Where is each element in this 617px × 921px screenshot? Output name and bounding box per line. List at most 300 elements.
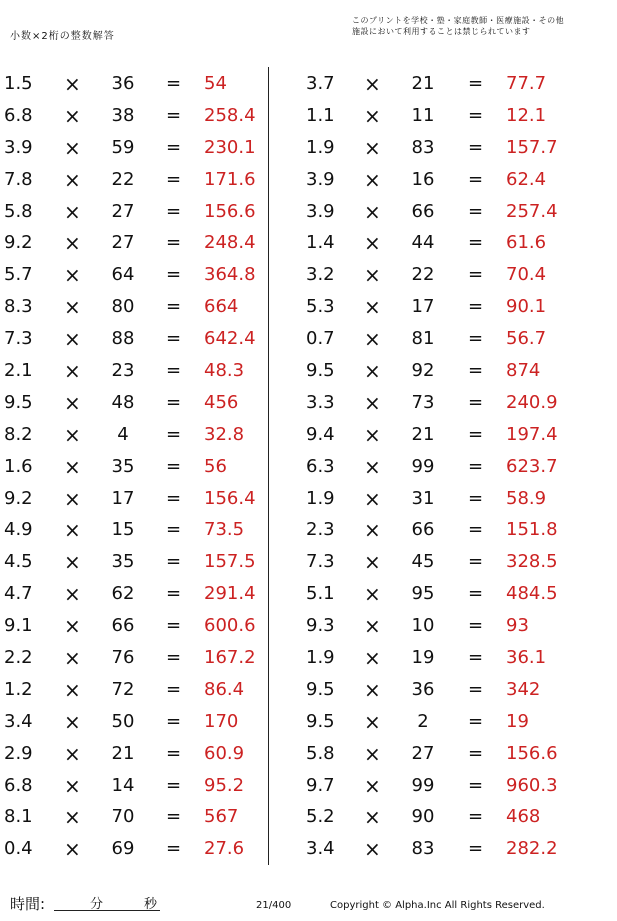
right-problem-column — [300, 68, 600, 865]
equals-sign: = — [166, 806, 182, 828]
multiplier: 27 — [111, 232, 135, 254]
times-sign: × — [64, 72, 81, 96]
problem-row — [0, 674, 262, 706]
equals-sign: = — [166, 328, 182, 350]
equals-sign: = — [166, 615, 182, 637]
equals-sign: = — [468, 615, 484, 637]
times-sign: × — [364, 614, 381, 639]
equals-sign: = — [166, 104, 182, 126]
problem-row — [300, 801, 600, 833]
multiplicand: 5.8 — [306, 742, 335, 764]
multiplicand: 6.3 — [306, 455, 335, 477]
equals-sign: = — [468, 710, 484, 732]
equals-sign: = — [166, 360, 182, 382]
times-sign: × — [64, 550, 81, 575]
usage-notice-line1: このプリントを学校・塾・家庭教師・医療施設・その他 — [352, 16, 565, 25]
times-sign: × — [364, 837, 381, 862]
problem-row — [300, 355, 600, 387]
multiplier: 59 — [111, 136, 135, 158]
problem-row — [0, 451, 262, 483]
times-sign: × — [64, 135, 81, 160]
equals-sign: = — [166, 678, 182, 700]
times-sign: × — [64, 390, 81, 415]
multiplicand: 9.3 — [306, 615, 335, 637]
multiplier: 90 — [411, 806, 435, 828]
multiplicand: 1.6 — [4, 455, 33, 477]
problem-row — [0, 833, 262, 865]
answer: 156.4 — [204, 487, 256, 509]
multiplier: 22 — [111, 168, 135, 190]
problem-row — [300, 419, 600, 451]
problem-row — [300, 674, 600, 706]
equals-sign: = — [166, 296, 182, 318]
answer: 291.4 — [204, 583, 256, 605]
equals-sign: = — [166, 742, 182, 764]
problem-row — [0, 196, 262, 228]
times-sign: × — [364, 359, 381, 384]
problem-row — [300, 770, 600, 802]
answer: 328.5 — [506, 551, 558, 573]
problem-row — [300, 546, 600, 578]
times-sign: × — [364, 773, 381, 798]
equals-sign: = — [166, 423, 182, 445]
times-sign: × — [64, 359, 81, 384]
multiplicand: 2.1 — [4, 360, 33, 382]
times-sign: × — [64, 422, 81, 447]
times-sign: × — [364, 390, 381, 415]
equals-sign: = — [468, 647, 484, 669]
times-sign: × — [64, 677, 81, 702]
answer: 960.3 — [506, 774, 558, 796]
multiplier: 27 — [411, 742, 435, 764]
problem-row — [300, 68, 600, 100]
left-problem-column — [0, 68, 262, 865]
answer: 456 — [204, 391, 239, 413]
answer: 248.4 — [204, 232, 256, 254]
answer: 56.7 — [506, 328, 547, 350]
multiplier: 76 — [111, 647, 135, 669]
problem-row — [0, 259, 262, 291]
times-sign: × — [64, 167, 81, 192]
minutes-label: 分 — [90, 897, 104, 912]
answer: 197.4 — [506, 423, 558, 445]
multiplier: 27 — [111, 200, 135, 222]
multiplier: 99 — [411, 455, 435, 477]
multiplier: 14 — [111, 774, 135, 796]
times-sign: × — [364, 550, 381, 575]
equals-sign: = — [166, 232, 182, 254]
multiplicand: 3.2 — [306, 264, 335, 286]
problem-row — [300, 259, 600, 291]
times-sign: × — [364, 103, 381, 128]
multiplier: 72 — [111, 678, 135, 700]
answer: 364.8 — [204, 264, 256, 286]
problem-row — [0, 738, 262, 770]
multiplier: 4 — [117, 423, 129, 445]
times-sign: × — [64, 741, 81, 766]
multiplier: 21 — [411, 73, 435, 94]
answer: 56 — [204, 455, 227, 477]
multiplicand: 9.7 — [306, 774, 335, 796]
multiplicand: 0.7 — [306, 328, 335, 350]
copyright: Copyright © Alpha.Inc All Rights Reserved. — [330, 900, 545, 911]
times-sign: × — [64, 454, 81, 479]
multiplier: 23 — [111, 360, 135, 382]
times-sign: × — [64, 103, 81, 128]
multiplier: 50 — [111, 710, 135, 732]
problem-row — [300, 323, 600, 355]
problem-row — [0, 706, 262, 738]
answer: 600.6 — [204, 615, 256, 637]
problem-row — [300, 387, 600, 419]
equals-sign: = — [468, 583, 484, 605]
problem-row — [0, 68, 262, 100]
multiplier: 36 — [111, 73, 135, 94]
equals-sign: = — [468, 391, 484, 413]
problem-row — [0, 355, 262, 387]
times-sign: × — [64, 295, 81, 320]
answer: 73.5 — [204, 519, 245, 541]
times-sign: × — [64, 486, 81, 511]
answer: 567 — [204, 806, 239, 828]
equals-sign: = — [468, 455, 484, 477]
problem-row — [300, 100, 600, 132]
problem-row — [300, 483, 600, 515]
multiplicand: 7.8 — [4, 168, 33, 190]
times-sign: × — [64, 709, 81, 734]
times-sign: × — [364, 646, 381, 671]
answer: 157.7 — [506, 136, 558, 158]
multiplier: 2 — [417, 710, 429, 732]
equals-sign: = — [468, 519, 484, 541]
multiplier: 10 — [411, 615, 435, 637]
multiplier: 66 — [411, 200, 435, 222]
times-sign: × — [64, 582, 81, 607]
multiplicand: 7.3 — [4, 328, 33, 350]
multiplier: 19 — [411, 647, 435, 669]
equals-sign: = — [166, 455, 182, 477]
equals-sign: = — [468, 104, 484, 126]
multiplicand: 3.4 — [4, 710, 33, 732]
times-sign: × — [64, 646, 81, 671]
multiplicand: 6.8 — [4, 774, 33, 796]
problem-row — [0, 642, 262, 674]
equals-sign: = — [166, 519, 182, 541]
multiplicand: 4.7 — [4, 583, 33, 605]
multiplicand: 2.2 — [4, 647, 33, 669]
multiplicand: 5.2 — [306, 806, 335, 828]
multiplier: 15 — [111, 519, 135, 541]
multiplicand: 3.4 — [306, 838, 335, 860]
times-sign: × — [64, 231, 81, 256]
multiplicand: 1.9 — [306, 487, 335, 509]
multiplicand: 4.9 — [4, 519, 33, 541]
column-divider — [268, 67, 269, 865]
equals-sign: = — [166, 168, 182, 190]
answer: 642.4 — [204, 328, 256, 350]
times-sign: × — [364, 135, 381, 160]
multiplier: 66 — [111, 615, 135, 637]
multiplier: 81 — [411, 328, 435, 350]
multiplicand: 4.5 — [4, 551, 33, 573]
multiplier: 22 — [411, 264, 435, 286]
equals-sign: = — [166, 200, 182, 222]
multiplicand: 2.9 — [4, 742, 33, 764]
problem-row — [300, 291, 600, 323]
equals-sign: = — [166, 487, 182, 509]
times-sign: × — [364, 805, 381, 830]
multiplicand: 1.9 — [306, 136, 335, 158]
page-number: 21/400 — [256, 900, 292, 911]
times-sign: × — [364, 518, 381, 543]
answer: 36.1 — [506, 647, 547, 669]
answer: 664 — [204, 296, 239, 318]
times-sign: × — [64, 199, 81, 224]
multiplier: 35 — [111, 551, 135, 573]
problem-row — [0, 100, 262, 132]
equals-sign: = — [166, 136, 182, 158]
multiplier: 17 — [411, 296, 435, 318]
equals-sign: = — [468, 742, 484, 764]
answer: 157.5 — [204, 551, 256, 573]
equals-sign: = — [468, 296, 484, 318]
equals-sign: = — [468, 678, 484, 700]
problem-row — [300, 227, 600, 259]
multiplicand: 9.5 — [306, 360, 335, 382]
problem-row — [0, 801, 262, 833]
multiplicand: 1.2 — [4, 678, 33, 700]
problem-row — [0, 164, 262, 196]
answer: 60.9 — [204, 742, 245, 764]
equals-sign: = — [468, 551, 484, 573]
multiplier: 66 — [411, 519, 435, 541]
problem-row — [0, 546, 262, 578]
problem-row — [300, 451, 600, 483]
answer: 12.1 — [506, 104, 547, 126]
answer: 342 — [506, 678, 541, 700]
answer: 86.4 — [204, 678, 245, 700]
problem-row — [0, 483, 262, 515]
times-sign: × — [64, 263, 81, 288]
times-sign: × — [364, 454, 381, 479]
equals-sign: = — [166, 583, 182, 605]
problem-row — [300, 196, 600, 228]
seconds-label: 秒 — [144, 897, 158, 912]
usage-notice — [352, 15, 564, 37]
problem-row — [300, 738, 600, 770]
answer: 468 — [506, 806, 541, 828]
equals-sign: = — [166, 264, 182, 286]
multiplicand: 1.1 — [306, 104, 335, 126]
multiplicand: 8.3 — [4, 296, 33, 318]
answer: 77.7 — [506, 73, 547, 94]
times-sign: × — [364, 167, 381, 192]
problem-row — [300, 706, 600, 738]
answer: 90.1 — [506, 296, 547, 318]
multiplier: 92 — [411, 360, 435, 382]
multiplicand: 9.5 — [4, 391, 33, 413]
answer: 61.6 — [506, 232, 547, 254]
multiplicand: 3.7 — [306, 73, 335, 94]
multiplicand: 3.9 — [306, 200, 335, 222]
times-sign: × — [64, 327, 81, 352]
multiplicand: 3.9 — [306, 168, 335, 190]
answer: 230.1 — [204, 136, 256, 158]
multiplicand: 3.3 — [306, 391, 335, 413]
times-sign: × — [364, 231, 381, 256]
multiplicand: 6.8 — [4, 104, 33, 126]
multiplier: 21 — [111, 742, 135, 764]
multiplicand: 9.2 — [4, 232, 33, 254]
times-sign: × — [64, 837, 81, 862]
equals-sign: = — [166, 647, 182, 669]
times-sign: × — [364, 72, 381, 96]
problem-row — [300, 642, 600, 674]
answer: 54 — [204, 73, 227, 94]
multiplier: 45 — [411, 551, 435, 573]
equals-sign: = — [166, 73, 182, 94]
multiplier: 80 — [111, 296, 135, 318]
multiplier: 38 — [111, 104, 135, 126]
answer: 156.6 — [204, 200, 256, 222]
multiplicand: 9.4 — [306, 423, 335, 445]
time-label: 時間: — [10, 895, 46, 913]
answer: 48.3 — [204, 360, 245, 382]
equals-sign: = — [468, 200, 484, 222]
times-sign: × — [364, 709, 381, 734]
multiplicand: 5.7 — [4, 264, 33, 286]
answer: 240.9 — [506, 391, 558, 413]
times-sign: × — [364, 582, 381, 607]
equals-sign: = — [468, 423, 484, 445]
multiplier: 48 — [111, 391, 135, 413]
multiplicand: 9.2 — [4, 487, 33, 509]
multiplicand: 3.9 — [4, 136, 33, 158]
answer: 95.2 — [204, 774, 245, 796]
problem-row — [0, 578, 262, 610]
multiplier: 99 — [411, 774, 435, 796]
multiplicand: 1.4 — [306, 232, 335, 254]
equals-sign: = — [468, 73, 484, 94]
multiplicand: 9.1 — [4, 615, 33, 637]
answer: 58.9 — [506, 487, 547, 509]
multiplicand: 7.3 — [306, 551, 335, 573]
equals-sign: = — [468, 360, 484, 382]
answer: 70.4 — [506, 264, 547, 286]
problem-row — [0, 227, 262, 259]
multiplicand: 1.9 — [306, 647, 335, 669]
problem-row — [0, 132, 262, 164]
multiplicand: 2.3 — [306, 519, 335, 541]
times-sign: × — [364, 486, 381, 511]
answer: 623.7 — [506, 455, 558, 477]
answer: 167.2 — [204, 647, 256, 669]
equals-sign: = — [468, 136, 484, 158]
problem-row — [0, 387, 262, 419]
answer: 171.6 — [204, 168, 256, 190]
answer: 151.8 — [506, 519, 558, 541]
times-sign: × — [64, 614, 81, 639]
equals-sign: = — [166, 774, 182, 796]
multiplier: 35 — [111, 455, 135, 477]
multiplicand: 0.4 — [4, 838, 33, 860]
multiplier: 16 — [411, 168, 435, 190]
times-sign: × — [364, 295, 381, 320]
multiplicand: 8.2 — [4, 423, 33, 445]
problem-row — [300, 164, 600, 196]
times-sign: × — [64, 805, 81, 830]
multiplier: 36 — [411, 678, 435, 700]
multiplier: 44 — [411, 232, 435, 254]
times-sign: × — [64, 773, 81, 798]
equals-sign: = — [468, 232, 484, 254]
equals-sign: = — [468, 806, 484, 828]
equals-sign: = — [468, 264, 484, 286]
multiplier: 62 — [111, 583, 135, 605]
multiplier: 31 — [411, 487, 435, 509]
problem-row — [0, 610, 262, 642]
times-sign: × — [364, 422, 381, 447]
multiplier: 69 — [111, 838, 135, 860]
equals-sign: = — [166, 391, 182, 413]
answer: 32.8 — [204, 423, 245, 445]
multiplier: 64 — [111, 264, 135, 286]
multiplier: 83 — [411, 136, 435, 158]
footer — [0, 893, 617, 917]
equals-sign: = — [468, 168, 484, 190]
answer: 257.4 — [506, 200, 558, 222]
multiplicand: 9.5 — [306, 710, 335, 732]
problem-row — [300, 514, 600, 546]
times-sign: × — [364, 199, 381, 224]
answer: 258.4 — [204, 104, 256, 126]
problem-row — [0, 514, 262, 546]
problem-row — [0, 419, 262, 451]
problem-row — [300, 578, 600, 610]
multiplier: 88 — [111, 328, 135, 350]
multiplicand: 5.1 — [306, 583, 335, 605]
problem-row — [300, 610, 600, 642]
multiplier: 11 — [411, 104, 435, 126]
times-sign: × — [364, 263, 381, 288]
multiplicand: 1.5 — [4, 73, 33, 94]
equals-sign: = — [468, 487, 484, 509]
problem-row — [0, 291, 262, 323]
multiplicand: 5.3 — [306, 296, 335, 318]
multiplier: 95 — [411, 583, 435, 605]
answer: 27.6 — [204, 838, 245, 860]
problem-row — [300, 833, 600, 865]
equals-sign: = — [166, 838, 182, 860]
answer: 282.2 — [506, 838, 558, 860]
multiplier: 17 — [111, 487, 135, 509]
multiplier: 70 — [111, 806, 135, 828]
worksheet-title: 小数×2桁の整数解答 — [10, 31, 115, 42]
answer: 170 — [204, 710, 239, 732]
multiplicand: 5.8 — [4, 200, 33, 222]
equals-sign: = — [468, 838, 484, 860]
equals-sign: = — [468, 774, 484, 796]
answer: 19 — [506, 710, 529, 732]
problem-row — [0, 770, 262, 802]
equals-sign: = — [166, 551, 182, 573]
problem-row — [0, 323, 262, 355]
problem-row — [300, 132, 600, 164]
times-sign: × — [364, 327, 381, 352]
answer: 93 — [506, 615, 529, 637]
equals-sign: = — [468, 328, 484, 350]
answer: 62.4 — [506, 168, 547, 190]
